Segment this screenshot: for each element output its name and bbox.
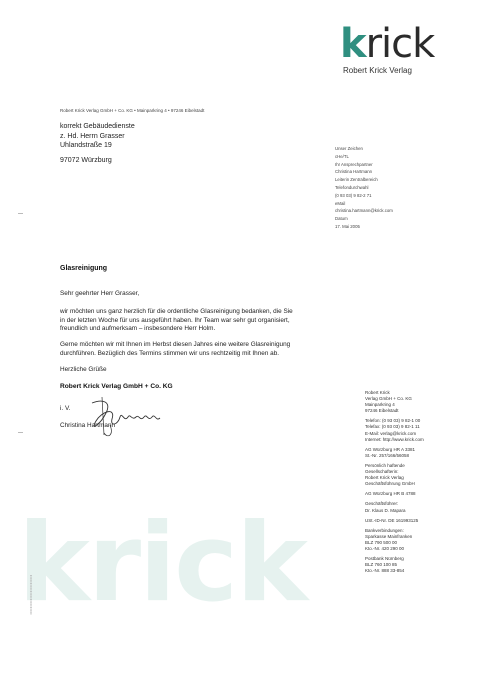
handwritten-signature bbox=[82, 395, 172, 440]
reference-line: Ihr Ansprechpartner bbox=[335, 161, 373, 167]
fold-mark bbox=[18, 213, 23, 214]
reference-line: Telefondurchwahl bbox=[335, 184, 369, 190]
company-footer bbox=[365, 390, 424, 578]
reference-line: (0 93 03) 9 82-2 71 bbox=[335, 192, 372, 198]
footer-line: BLZ 790 500 00 bbox=[365, 539, 398, 545]
logo-wordmark: krick bbox=[340, 21, 435, 67]
logo-subtitle: Robert Krick Verlag bbox=[343, 66, 412, 75]
footer-line: Dr. Klaus D. Mapara bbox=[365, 507, 406, 513]
vertical-print-code bbox=[28, 575, 34, 615]
footer-line: 97246 Eibelstadt bbox=[365, 408, 399, 414]
company-name: Robert Krick Verlag GmbH + Co. KG bbox=[60, 383, 173, 390]
krick-watermark bbox=[18, 501, 306, 626]
recipient-line: z. Hd. Herrn Grasser bbox=[60, 132, 125, 140]
body-line: freundlich und aufmerksam – insbesondere Herr Holm. bbox=[60, 325, 216, 333]
reference-line: Leiterin Zentralbereich bbox=[335, 177, 378, 183]
body-line: wir möchten uns ganz herzlich für die ordentliche Glasreinigung bedanken, die Sie bbox=[60, 308, 293, 315]
footer-line: Robert Krick bbox=[365, 390, 390, 395]
footer-section bbox=[365, 528, 424, 552]
body-line: durchführen. Bezüglich des Termins stimmen wir uns rechtzeitig mit Ihnen ab. bbox=[60, 349, 280, 357]
footer-section bbox=[365, 447, 424, 459]
footer-line: AG Würzburg HR A 3381 bbox=[365, 446, 416, 452]
letter-salutation: Sehr geehrter Herr Grasser, bbox=[60, 290, 140, 297]
footer-line: Kto.-Nr. 888 33-854 bbox=[365, 568, 405, 574]
footer-line: Telefon: (0 93 03) 9 82-1 00 bbox=[365, 418, 421, 424]
footer-line: AG Würzburg HR B 4788 bbox=[365, 491, 416, 497]
reference-line: cHe/TL bbox=[335, 153, 349, 159]
sender-return-address: Robert Krick Verlag GmbH + Co. KG • Mainparkring 4 • 97246 Eibelstadt bbox=[60, 108, 205, 113]
footer-line: E-Mail: verlag@krick.com bbox=[365, 430, 417, 436]
footer-line: Internet: http://www.krick.com bbox=[365, 436, 424, 442]
reference-line: christina.hartmann@krick.com bbox=[335, 208, 393, 214]
footer-line: Bankverbindungen: bbox=[365, 527, 404, 533]
reference-line: Datum bbox=[335, 216, 348, 222]
proxy-mark: i. V. bbox=[60, 405, 71, 412]
recipient-line: korrekt Gebäudedienste bbox=[60, 123, 135, 130]
recipient-address bbox=[60, 122, 135, 151]
footer-line: Geschäftsführung GmbH bbox=[365, 481, 415, 487]
footer-line: Mainparkring 4 bbox=[365, 402, 395, 408]
footer-line: Telefax: (0 93 03) 9 82-1 11 bbox=[365, 424, 420, 430]
body-paragraph bbox=[60, 341, 290, 358]
svg-text:krick: krick bbox=[18, 501, 306, 626]
reference-line: Christina Hartmann bbox=[335, 169, 373, 175]
signer-name: Christina Hartmann bbox=[60, 422, 116, 429]
reference-line: Unser Zeichen bbox=[335, 146, 363, 151]
footer-section bbox=[365, 501, 424, 513]
footer-line: St.-Nr. 257/166/56058 bbox=[365, 452, 410, 458]
footer-section bbox=[365, 556, 424, 574]
footer-section bbox=[365, 390, 424, 414]
footer-line: Kto.-Nr. 420 290 00 bbox=[365, 545, 405, 551]
footer-line: Robert Krick Verlag bbox=[365, 475, 404, 481]
recipient-city: 97072 Würzburg bbox=[60, 157, 112, 164]
footer-line: Geschäftsführer: bbox=[365, 501, 399, 507]
footer-section bbox=[365, 418, 424, 442]
footer-line: Postbank Nürnberg bbox=[365, 556, 404, 562]
recipient-line: Uhlandstraße 19 bbox=[60, 142, 112, 149]
body-line: Gerne möchten wir mit Ihnen im Herbst diesen Jahres eine weitere Glasreinigung bbox=[60, 341, 291, 348]
footer-section bbox=[365, 491, 424, 497]
footer-line: Persönlich haftende bbox=[365, 462, 405, 468]
fold-mark bbox=[18, 432, 23, 433]
letter-closing: Herzliche Grüße bbox=[60, 366, 107, 373]
footer-line: Sparkasse Mainfranken bbox=[365, 533, 413, 539]
footer-line: BLZ 760 100 85 bbox=[365, 562, 398, 568]
body-paragraph bbox=[60, 308, 293, 334]
reference-block bbox=[335, 145, 393, 231]
footer-section bbox=[365, 518, 424, 524]
reference-line: eMail bbox=[335, 200, 346, 206]
body-line: in der letzten Woche für uns ausgeführt haben. Ihr Team war sehr gut organisiert, bbox=[60, 316, 290, 324]
footer-section bbox=[365, 463, 424, 487]
footer-line: Verlag GmbH + Co. KG bbox=[365, 396, 412, 402]
footer-line: USt.-ID-Nr. DE 161993125 bbox=[365, 517, 419, 523]
letter-subject: Glasreinigung bbox=[60, 265, 108, 272]
footer-line: Gesellschafterin: bbox=[365, 469, 399, 475]
reference-line: 17. Mai 2005 bbox=[335, 223, 360, 229]
